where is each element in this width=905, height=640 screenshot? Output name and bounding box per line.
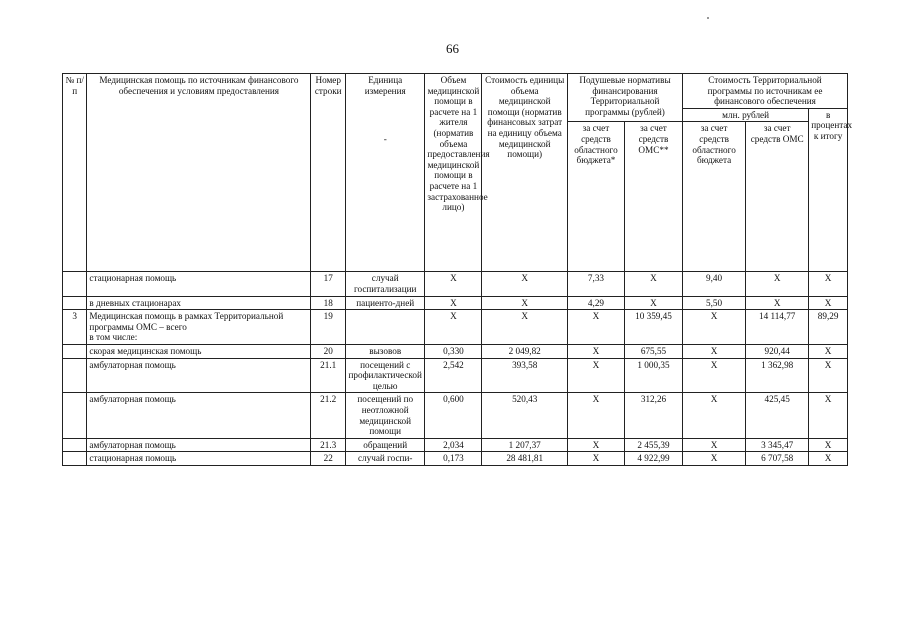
header-med-help: Медицинская помощь по источникам финансового обеспечения и условиям предоставления <box>87 74 311 272</box>
cell-pct: Х <box>809 393 848 438</box>
cell-pct: Х <box>809 438 848 452</box>
cell-pc-oms: 675,55 <box>624 344 682 358</box>
cell-pct: Х <box>809 272 848 296</box>
cell-mln-reg: Х <box>683 452 746 466</box>
header-mln-regional: за счет средств областного бюджета <box>683 122 746 272</box>
cell-pc-oms: Х <box>624 296 682 310</box>
header-mln-oms: за счет средств ОМС <box>746 122 809 272</box>
cell-pc-reg: Х <box>567 344 624 358</box>
cell-mln-oms: 920,44 <box>746 344 809 358</box>
cell-mln-oms: 1 362,98 <box>746 358 809 393</box>
header-cost: Стоимость единицы объема медицинской помощи (норматив финансовых затрат на единицу объема медицинской помощи) <box>482 74 568 272</box>
cell-name: амбулаторная помощь <box>87 358 311 393</box>
cell-pc-reg: Х <box>567 452 624 466</box>
cell-name: в дневных стационарах <box>87 296 311 310</box>
cell-vol: 2,034 <box>425 438 482 452</box>
header-volume: Объем медицинской помощи в расчете на 1 жителя (норматив объема предоставления медицинской помощи в расчете на 1 застрахованное лицо) <box>425 74 482 272</box>
table-row <box>63 296 848 310</box>
cell-vol: Х <box>425 310 482 345</box>
cell-pc-oms: Х <box>624 272 682 296</box>
cell-num <box>63 358 87 393</box>
cell-unit: случай госпитализации <box>346 272 425 296</box>
cell-name: стационарная помощь <box>87 272 311 296</box>
row3-name-cell <box>87 310 311 345</box>
cell-vol: Х <box>425 296 482 310</box>
cell-unit: посещений по неотложной медицинской помощи <box>346 393 425 438</box>
header-unit <box>346 74 425 272</box>
cell-pc-oms: 1 000,35 <box>624 358 682 393</box>
cell-mln-reg: Х <box>683 393 746 438</box>
cell-mln-oms: 3 345,47 <box>746 438 809 452</box>
cell-name: стационарная помощь <box>87 452 311 466</box>
cell-line: 21.1 <box>311 358 346 393</box>
row3-subtitle: в том числе: <box>89 332 138 343</box>
cell-pc-reg: Х <box>567 310 624 345</box>
cell-mln-reg: 5,50 <box>683 296 746 310</box>
cell-mln-reg: Х <box>683 358 746 393</box>
cell-pc-reg: Х <box>567 358 624 393</box>
cell-name: амбулаторная помощь <box>87 393 311 438</box>
cell-num <box>63 452 87 466</box>
cell-num <box>63 344 87 358</box>
table-row <box>63 272 848 296</box>
page-number: 66 <box>446 41 459 56</box>
cell-unit <box>346 310 425 345</box>
cell-mln-reg: Х <box>683 344 746 358</box>
cell-name: скорая медицинская помощь <box>87 344 311 358</box>
cell-mln-oms: 6 707,58 <box>746 452 809 466</box>
cell-unit: обращений <box>346 438 425 452</box>
header-program-cost: Стоимость Территориальной программы по источникам ее финансового обеспечения <box>683 74 848 109</box>
cell-vol: 0,330 <box>425 344 482 358</box>
header-pc-oms: за счет средств ОМС** <box>624 122 682 272</box>
cell-mln-oms: Х <box>746 296 809 310</box>
cell-line: 22 <box>311 452 346 466</box>
cell-pct: Х <box>809 296 848 310</box>
cell-line: 21.2 <box>311 393 346 438</box>
cell-name: амбулаторная помощь <box>87 438 311 452</box>
cell-mln-reg: Х <box>683 438 746 452</box>
row3-name: Медицинская помощь в рамках Территориальной программы ОМС – всего <box>89 311 284 332</box>
cell-vol: 0,173 <box>425 452 482 466</box>
cell-mln-oms: 14 114,77 <box>746 310 809 345</box>
cell-pc-oms: 10 359,45 <box>624 310 682 345</box>
cell-unit: посещений с профилактической целью <box>346 358 425 393</box>
cell-pc-reg: 7,33 <box>567 272 624 296</box>
cell-pct: Х <box>809 452 848 466</box>
financing-table <box>62 73 853 466</box>
table-row <box>63 344 848 358</box>
cell-line: 18 <box>311 296 346 310</box>
cell-line: 17 <box>311 272 346 296</box>
cell-num <box>63 272 87 296</box>
cell-pct: Х <box>809 358 848 393</box>
cell-pc-reg: Х <box>567 438 624 452</box>
cell-pc-oms: 312,26 <box>624 393 682 438</box>
cell-pc-reg: Х <box>567 393 624 438</box>
cell-cost: 1 207,37 <box>482 438 568 452</box>
cell-pct: Х <box>809 344 848 358</box>
cell-vol: 0,600 <box>425 393 482 438</box>
table-row <box>63 310 848 345</box>
cell-cost: Х <box>482 296 568 310</box>
header-pc-regional: за счет средств областного бюджета* <box>567 122 624 272</box>
cell-cost: Х <box>482 310 568 345</box>
scan-speck <box>707 17 709 19</box>
cell-num: 3 <box>63 310 87 345</box>
cell-num <box>63 296 87 310</box>
cell-mln-oms: 425,45 <box>746 393 809 438</box>
cell-pc-oms: 4 922,99 <box>624 452 682 466</box>
table-row <box>63 358 848 393</box>
cell-num <box>63 438 87 452</box>
cell-vol: 2,542 <box>425 358 482 393</box>
cell-line: 20 <box>311 344 346 358</box>
header-per-capita: Подушевые нормативы финансирования Территориальной программы (рублей) <box>567 74 682 122</box>
header-num: № п/п <box>63 74 87 272</box>
cell-cost: 393,58 <box>482 358 568 393</box>
cell-cost: 28 481,81 <box>482 452 568 466</box>
table-row <box>63 393 848 438</box>
cell-cost: Х <box>482 272 568 296</box>
header-unit-dash: - <box>383 134 387 145</box>
cell-mln-reg: Х <box>683 310 746 345</box>
cell-unit: пациенто-дней <box>346 296 425 310</box>
table-row <box>63 452 848 466</box>
header-percent: в процентах к итогу <box>809 108 848 272</box>
cell-pct: 89,29 <box>809 310 848 345</box>
cell-mln-reg: 9,40 <box>683 272 746 296</box>
cell-cost: 2 049,82 <box>482 344 568 358</box>
cell-vol: Х <box>425 272 482 296</box>
header-row-1 <box>63 74 848 109</box>
cell-pc-oms: 2 455,39 <box>624 438 682 452</box>
cell-unit: случай госпи- <box>346 452 425 466</box>
cell-unit: вызовов <box>346 344 425 358</box>
header-mln-rub: млн. рублей <box>683 108 809 122</box>
cell-cost: 520,43 <box>482 393 568 438</box>
cell-num <box>63 393 87 438</box>
table-row <box>63 438 848 452</box>
cell-mln-oms: Х <box>746 272 809 296</box>
header-line-num: Номер строки <box>311 74 346 272</box>
header-unit-label: Единица измерения <box>364 75 406 96</box>
cell-pc-reg: 4,29 <box>567 296 624 310</box>
cell-line: 21.3 <box>311 438 346 452</box>
cell-line: 19 <box>311 310 346 345</box>
